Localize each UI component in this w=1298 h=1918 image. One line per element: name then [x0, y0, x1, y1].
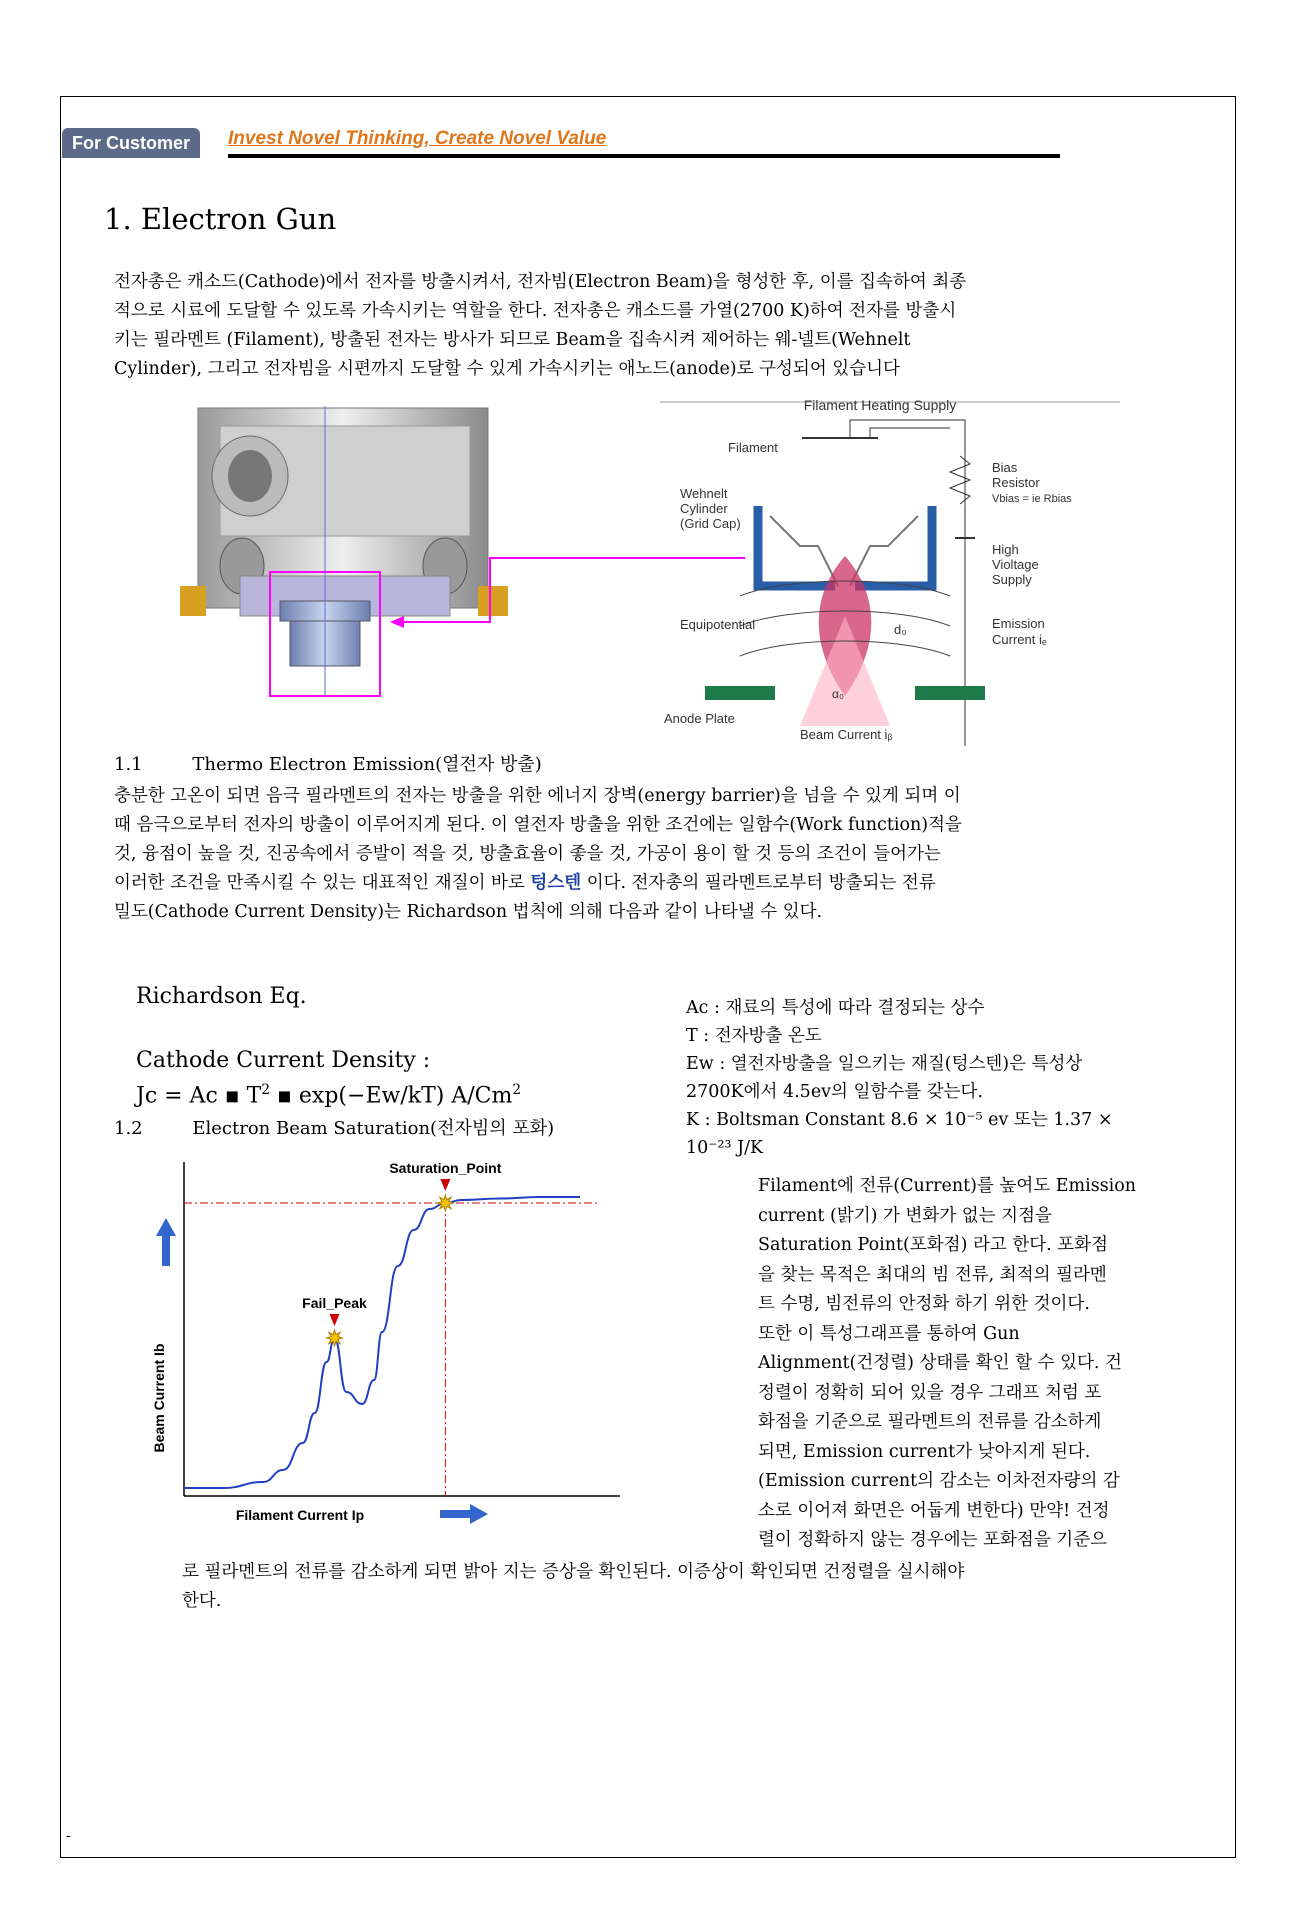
- side-line: Alignment(건정렬) 상태를 확인 할 수 있다. 건: [758, 1353, 1122, 1373]
- definition-line: 10⁻²³ J/K: [686, 1138, 764, 1158]
- side-line: 정렬이 정확히 되어 있을 경우 그래프 처럼 포: [758, 1382, 1102, 1403]
- x-arrow-icon: [440, 1504, 488, 1524]
- subsection-title: Electron Beam Saturation(전자빔의 포화): [192, 1118, 555, 1139]
- filament-heating-label: Filament Heating Supply: [803, 397, 957, 413]
- wehnelt-label-2: Cylinder: [680, 501, 728, 516]
- closing-line: 한다.: [182, 1591, 222, 1611]
- closing-line: 로 필라멘트의 전류를 감소하게 되면 밝아 지는 증상을 확인된다. 이증상이 확인되면 건정렬을 실시해야: [182, 1562, 965, 1582]
- gun-schematic: [650, 396, 1130, 746]
- emission-label-1: Emission: [992, 616, 1045, 631]
- fail-peak-star-icon: [327, 1330, 343, 1346]
- equation-label: Cathode Current Density :: [136, 1048, 431, 1073]
- definition-line: 2700K에서 4.5ev의 일함수를 갖는다.: [686, 1082, 983, 1102]
- saturation-arrow-icon: [440, 1179, 450, 1191]
- slogan: Invest Novel Thinking, Create Novel Value: [228, 128, 607, 149]
- tungsten-link[interactable]: 텅스텐: [530, 873, 582, 893]
- hv-label-3: Supply: [992, 572, 1032, 587]
- side-line: Filament에 전류(Current)를 높여도 Emission: [758, 1176, 1137, 1196]
- saturation-point-label: Saturation_Point: [389, 1160, 502, 1176]
- saturation-star-icon: [437, 1195, 453, 1211]
- side-line: 트 수명, 빔전류의 안정화 하기 위한 것이다.: [758, 1294, 1090, 1314]
- bias-label-1: Bias: [992, 460, 1018, 475]
- anode-label: Anode Plate: [664, 711, 735, 726]
- x-axis-label: Filament Current Ip: [235, 1507, 365, 1523]
- beam-current-label: Beam Current iᵦ: [800, 727, 893, 742]
- intro-line: 전자총은 캐소드(Cathode)에서 전자를 방출시켜서, 전자빔(Electron Beam)을 형성한 후, 이를 집속하여 최종: [114, 272, 967, 292]
- filament-label: Filament: [728, 440, 778, 455]
- emission-label-2: Current iₑ: [992, 632, 1047, 647]
- beam-current-series-line: [184, 1197, 580, 1488]
- d0-label: d₀: [894, 622, 907, 637]
- intro-line: 적으로 시료에 도달할 수 있도록 가속시키는 역할을 한다. 전자총은 캐소드를 가열(2700 K)하여 전자를 방출시: [114, 301, 957, 321]
- emission-paragraph: [114, 782, 1204, 927]
- emission-line: 충분한 고온이 되면 음극 필라멘트의 전자는 방출을 위한 에너지 장벽(energy barrier)을 넘을 수 있게 되며 이: [114, 786, 961, 806]
- definition-line: Ac : 재료의 특성에 따라 결정되는 상수: [686, 998, 985, 1018]
- emission-line: 것, 융점이 높을 것, 진공속에서 증발이 적을 것, 방출효율이 좋을 것, 가공이 용이 할 것 등의 조건이 들어가는: [114, 844, 941, 864]
- y-axis-label: Beam Current Ib: [151, 1343, 167, 1453]
- bias-label-2: Resistor: [992, 475, 1040, 490]
- footer-mark: -: [66, 1828, 71, 1844]
- alpha-label: α₀: [832, 687, 844, 701]
- hv-label-1: High: [992, 542, 1019, 557]
- for-customer-tab: For Customer: [62, 128, 200, 158]
- saturation-description: [758, 1172, 1218, 1556]
- side-line: 소로 이어져 화면은 어둡게 변한다) 만약! 건정: [758, 1500, 1110, 1521]
- side-line: 또한 이 특성그래프를 통하여 Gun: [758, 1323, 1020, 1344]
- definition-line: K : Boltsman Constant 8.6 × 10⁻⁵ ev 또는 1.37 ×: [686, 1110, 1113, 1130]
- y-arrow-icon: [156, 1218, 176, 1266]
- subsection-number: 1.1: [114, 754, 143, 775]
- subsection-number: 1.2: [114, 1118, 143, 1139]
- subsection-1-heading: [114, 750, 542, 776]
- definition-line: T : 전자방출 온도: [686, 1026, 822, 1046]
- emission-line: 때 음극으로부터 전자의 방출이 이루어지게 된다. 이 열전자 방출을 위한 조건에는 일함수(Work function)적을: [114, 815, 962, 835]
- side-line: current (밝기) 가 변화가 없는 지점을: [758, 1205, 1052, 1226]
- emission-line: 밀도(Cathode Current Density)는 Richardson 법칙에 의해 다음과 같이 나타낼 수 있다.: [114, 902, 823, 922]
- hv-label-2: Violtage: [992, 557, 1039, 572]
- bias-label-3: Vbias = ie Rbias: [992, 493, 1072, 505]
- side-line: 렬이 정확하지 않는 경우에는 포화점을 기준으: [758, 1530, 1108, 1550]
- definition-line: Ew : 열전자방출을 일으키는 재질(텅스텐)은 특성상: [686, 1054, 1083, 1074]
- side-line: (Emission current의 감소는 이차전자량의 감: [758, 1471, 1120, 1491]
- emission-line: 이러한 조건을 만족시킬 수 있는 대표적인 재질이 바로 텅스텐 이다. 전자총의 필라멘트로부터 방출되는 전류: [114, 873, 936, 893]
- fail-peak-arrow-icon: [329, 1314, 339, 1326]
- intro-line: Cylinder), 그리고 전자빔을 시편까지 도달할 수 있게 가속시키는 애노드(anode)로 구성되어 있습니다: [114, 359, 900, 379]
- intro-paragraph: [114, 268, 1204, 384]
- equation-name: Richardson Eq.: [136, 984, 307, 1009]
- saturation-chart: [140, 1158, 640, 1538]
- side-line: Saturation Point(포화점) 라고 한다. 포화점: [758, 1235, 1108, 1255]
- side-line: 화점을 기준으로 필라멘트의 전류를 감소하게: [758, 1412, 1102, 1432]
- side-line: 을 찾는 목적은 최대의 빔 전류, 최적의 필라멘: [758, 1264, 1107, 1285]
- wehnelt-label-3: (Grid Cap): [680, 516, 741, 531]
- fail-peak-label: Fail_Peak: [302, 1295, 367, 1311]
- equation-definitions: [686, 994, 1186, 1162]
- intro-line: 키는 필라멘트 (Filament), 방출된 전자는 방사가 되므로 Beam을 집속시켜 제어하는 웨-넬트(Wehnelt: [114, 330, 911, 350]
- wehnelt-label-1: Wehnelt: [680, 486, 728, 501]
- header-rule: [228, 154, 1060, 158]
- subsection-2-heading: [114, 1114, 554, 1140]
- equipotential-label: Equipotential: [680, 617, 756, 632]
- subsection-title: Thermo Electron Emission(열전자 방출): [192, 754, 542, 775]
- side-line: 되면, Emission current가 낮아지게 된다.: [758, 1441, 1091, 1462]
- closing-paragraph: [182, 1558, 1212, 1616]
- section-title: 1. Electron Gun: [104, 202, 337, 236]
- equation-formula: Jc = Ac ▪ $T^2$ ▪ exp(−Ew/kT) A/Cm$^2$: [136, 1082, 521, 1109]
